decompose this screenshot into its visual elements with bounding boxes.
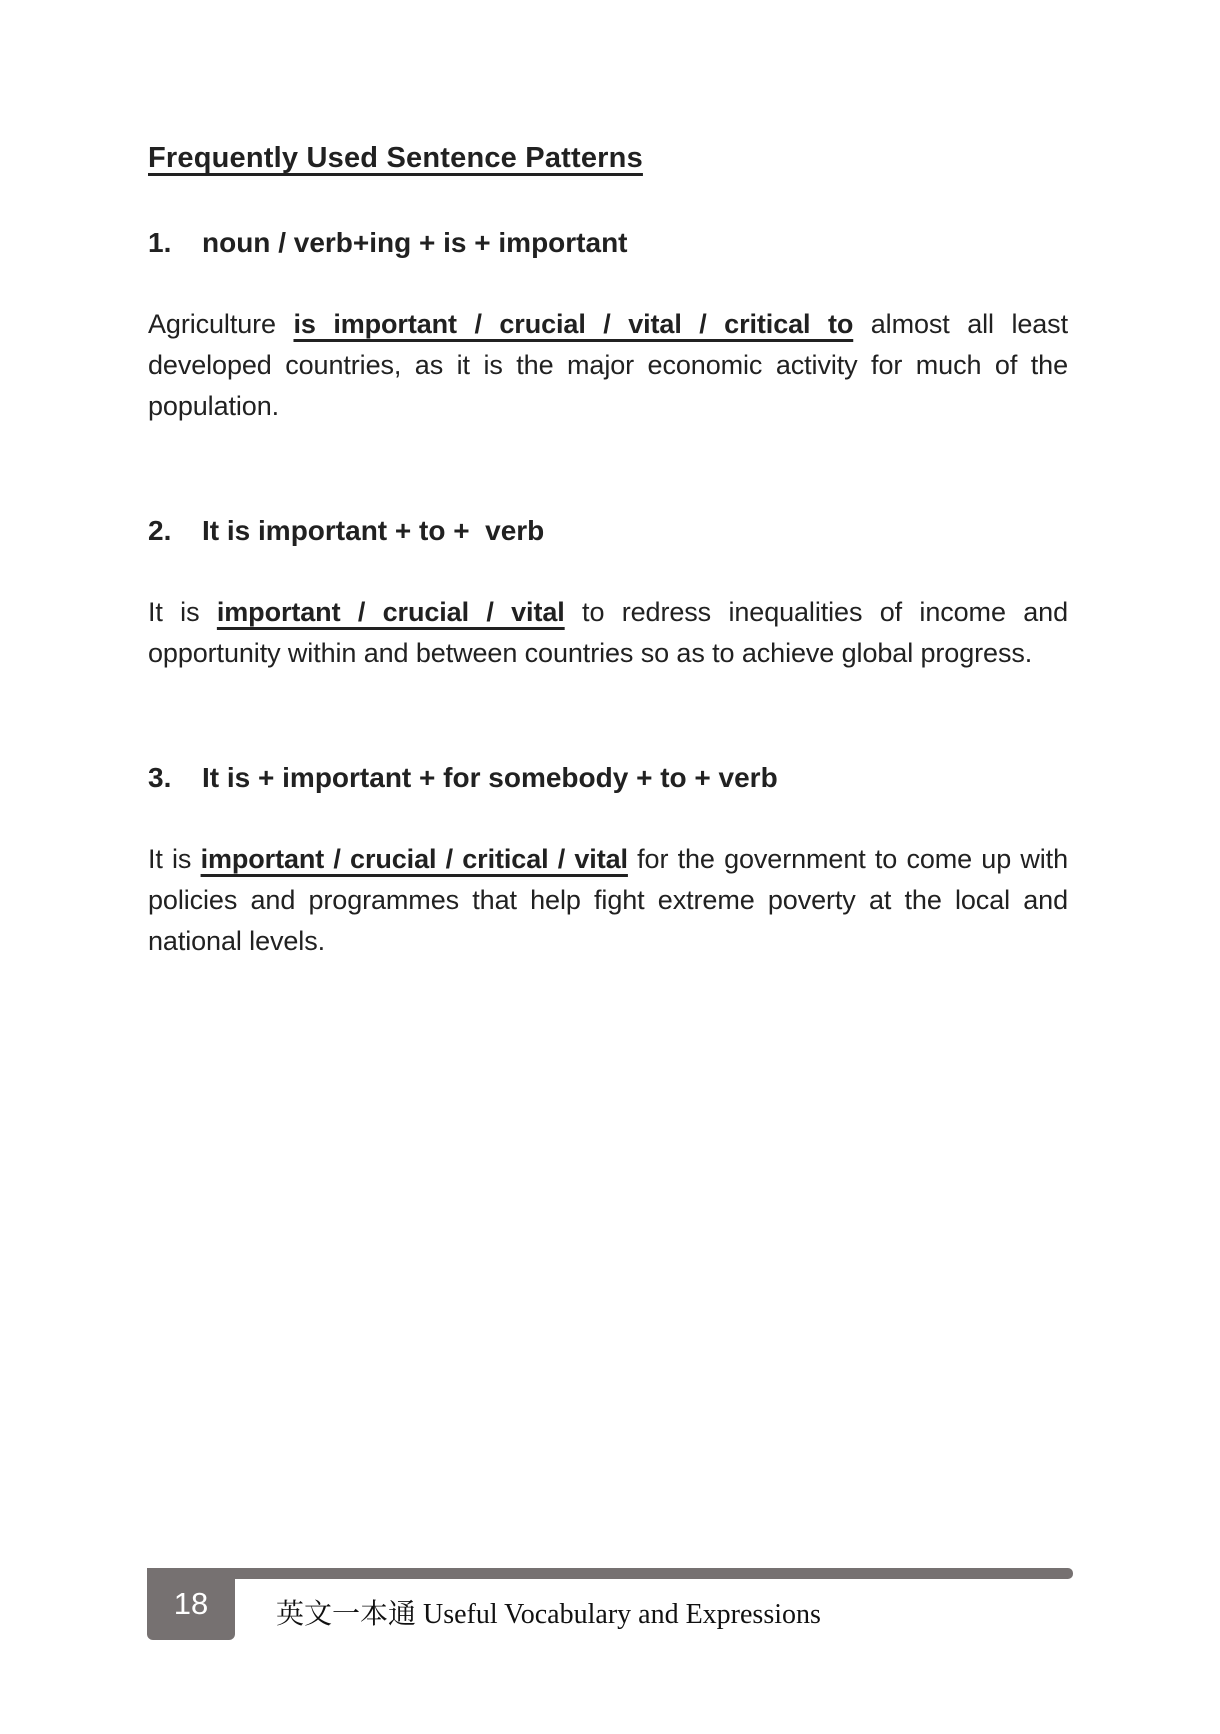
section-3-pattern: It is + important + for somebody + to + verb	[202, 762, 778, 793]
example-key-phrase: important / crucial / critical / vital	[200, 844, 628, 874]
example-text-segment: It is	[148, 844, 201, 874]
section-1-heading	[148, 222, 1068, 263]
section-1-example-paragraph	[148, 304, 1068, 427]
page-title	[148, 138, 1068, 179]
example-key-phrase: important / crucial / vital	[216, 597, 565, 627]
example-text-segment: for the government to come up with policies and programmes that help fight extreme poverty at the local and national levels.	[148, 844, 1068, 956]
example-text-segment: almost all least developed countries, as it is the major economic activity for much of the population.	[148, 309, 1068, 421]
footer-divider-bar	[147, 1568, 1073, 1579]
footer-book-title: 英文一本通 Useful Vocabulary and Expressions	[276, 1599, 821, 1630]
example-key-phrase: is important / crucial / vital / critical to	[293, 309, 854, 339]
section-3-heading	[148, 757, 1068, 798]
section-3-number: 3.	[148, 762, 172, 793]
section-1-pattern: noun / verb+ing + is + important	[202, 227, 628, 258]
example-text-segment: Agriculture	[148, 309, 294, 339]
section-2-number: 2.	[148, 515, 172, 546]
page-number-badge	[147, 1568, 235, 1640]
section-2-pattern: It is important + to + verb	[202, 515, 545, 546]
section-3-example-paragraph	[148, 839, 1068, 962]
page-title-text: Frequently Used Sentence Patterns	[148, 142, 643, 174]
section-2-example-paragraph	[148, 592, 1068, 674]
example-text-segment: to redress inequalities of income and opportunity within and between countries so as to achieve global progress.	[148, 597, 1068, 668]
page-number: 18	[173, 1586, 209, 1621]
document-content	[148, 138, 1068, 962]
section-1-number: 1.	[148, 227, 172, 258]
example-text-segment: It is	[148, 597, 217, 627]
section-2-heading	[148, 510, 1068, 551]
